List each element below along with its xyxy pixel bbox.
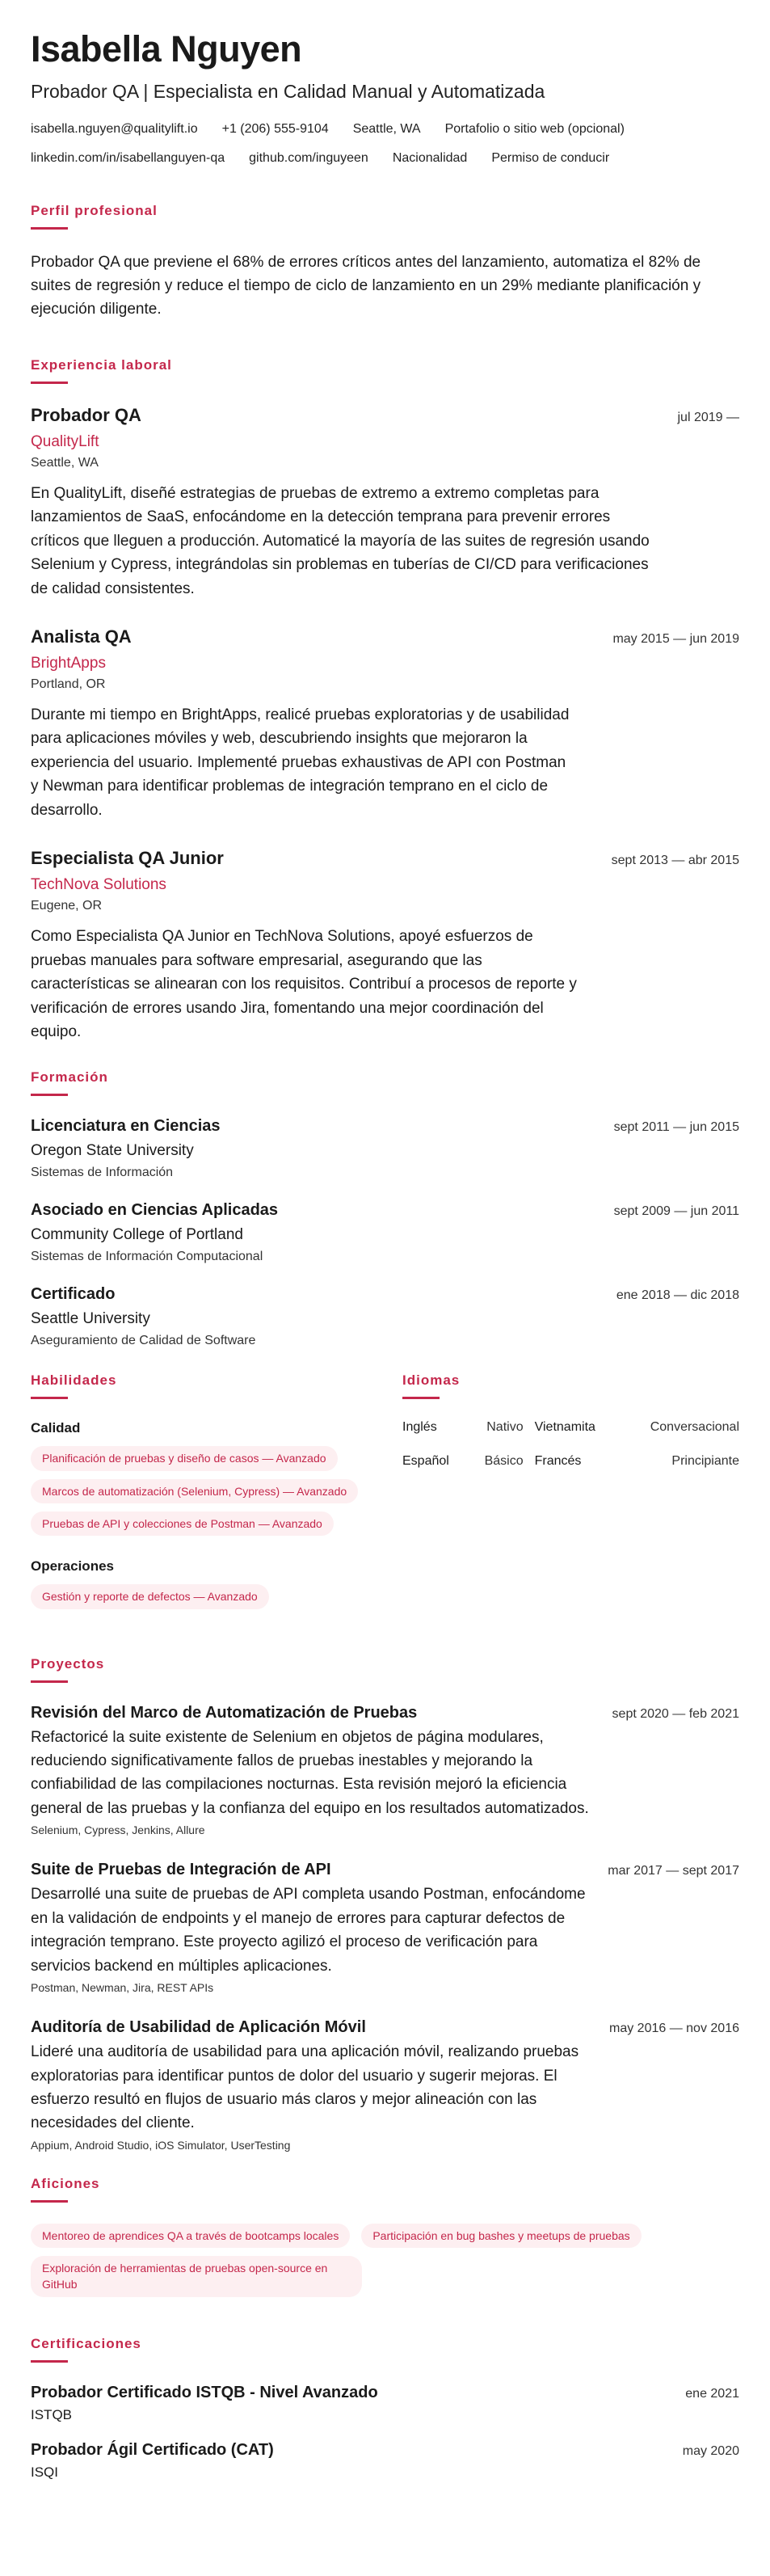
education-entry	[31, 1117, 739, 1180]
language-level: Nativo	[486, 1420, 524, 1435]
skill-tag: Marcos de automatización (Selenium, Cypress) — Avanzado	[31, 1479, 358, 1503]
languages-table	[402, 1420, 739, 1488]
project-date: mar 2017 — sept 2017	[608, 1864, 739, 1878]
section-heading: Formación	[31, 1069, 108, 1086]
contact-linkedin[interactable]: linkedin.com/in/isabellanguyen-qa	[31, 150, 225, 165]
job-description: En QualityLift, diseñé estrategias de pruebas de extremo a extremo completas para lanzamientos de SaaS, enfocándome en la detección temprana para prevenir errores críticos que lleguen a producción. Automaticé la mayoría de las suites de regresión usando Selenium y Cypress, integrándolas sin problemas en tuberías de CI/CD para verificaciones de calidad consistentes.	[31, 484, 650, 597]
candidate-title: Probador QA | Especialista en Calidad Manual y Automatizada	[31, 80, 545, 102]
hobby-tag: Exploración de herramientas de pruebas open-source en GitHub	[31, 2256, 362, 2297]
education-degree: Certificado	[31, 1285, 116, 1304]
education-date: ene 2018 — dic 2018	[616, 1288, 739, 1303]
certification-entry	[31, 2441, 739, 2481]
education-date: sept 2011 — jun 2015	[613, 1120, 739, 1135]
project-date: may 2016 — nov 2016	[609, 2022, 739, 2036]
education-field: Aseguramiento de Calidad de Software	[31, 1334, 256, 1348]
job-company: TechNova Solutions	[31, 876, 166, 894]
skill-tag: Gestión y reporte de defectos — Avanzado	[31, 1584, 269, 1608]
language-level: Básico	[484, 1454, 524, 1469]
contact-driving-license: Permiso de conducir	[491, 150, 610, 165]
profile-section	[31, 203, 739, 322]
section-divider	[402, 1397, 440, 1399]
language-name: Inglés	[402, 1420, 437, 1435]
skill-group	[31, 1558, 402, 1617]
job-date: sept 2013 — abr 2015	[611, 854, 739, 868]
job-date: jul 2019 —	[677, 410, 739, 424]
certification-entry	[31, 2384, 739, 2423]
education-school: Oregon State University	[31, 1142, 194, 1160]
certification-issuer: ISQI	[31, 2464, 59, 2480]
language-name: Vietnamita	[534, 1420, 595, 1435]
job-company: QualityLift	[31, 432, 99, 450]
skills-section	[31, 1372, 402, 1631]
education-entry	[31, 1201, 739, 1264]
section-divider	[31, 2200, 68, 2203]
languages-section	[402, 1372, 739, 1631]
contact-portfolio[interactable]: Portafolio o sitio web (opcional)	[444, 121, 625, 136]
education-field: Sistemas de Información Computacional	[31, 1250, 263, 1264]
job-title: Probador QA	[31, 404, 141, 425]
project-technologies: Appium, Android Studio, iOS Simulator, UserTesting	[31, 2138, 291, 2152]
hobby-list	[31, 2224, 739, 2305]
job-entry	[31, 626, 739, 822]
section-divider	[31, 227, 68, 230]
job-title: Especialista QA Junior	[31, 848, 224, 869]
section-heading: Habilidades	[31, 1372, 117, 1389]
job-location: Eugene, OR	[31, 899, 103, 913]
job-company: BrightApps	[31, 655, 106, 672]
resume-header	[31, 29, 739, 167]
project-description: Lideré una auditoría de usabilidad para una aplicación móvil, realizando pruebas exploratorias para identificar puntos de dolor del usuario y sugerir mejoras. El esfuerzo resultó en flujos de usuario más claros y mejor alineación con las necesidades del cliente.	[31, 2043, 579, 2132]
education-school: Community College of Portland	[31, 1226, 243, 1244]
skill-group	[31, 1420, 402, 1544]
language-name: Español	[402, 1454, 449, 1469]
project-title: Auditoría de Usabilidad de Aplicación Móvil	[31, 2018, 366, 2037]
project-entry	[31, 1704, 739, 1837]
contact-list	[31, 120, 734, 167]
job-entry	[31, 405, 739, 601]
section-divider	[31, 1094, 68, 1096]
job-entry	[31, 848, 739, 1043]
contact-email[interactable]: isabella.nguyen@qualitylift.io	[31, 121, 198, 136]
contact-github[interactable]: github.com/inguyeen	[249, 150, 368, 165]
certification-date: ene 2021	[685, 2386, 739, 2401]
education-school: Seattle University	[31, 1310, 150, 1328]
project-date: sept 2020 — feb 2021	[612, 1706, 739, 1721]
job-description: Durante mi tiempo en BrightApps, realicé pruebas exploratorias y de usabilidad para aplicaciones móviles y web, descubriendo insights que mejoraron la experiencia del usuario. Implementé pruebas exhaustivas de API con Postman y Newman para identificar problemas de integración temprano en el ciclo de desarrollo.	[31, 706, 570, 819]
certifications-section	[31, 2336, 739, 2481]
section-divider	[31, 2360, 68, 2363]
certification-date: may 2020	[682, 2443, 739, 2458]
education-degree: Asociado en Ciencias Aplicadas	[31, 1201, 279, 1220]
language-name: Francés	[534, 1454, 582, 1469]
skills-languages-row	[31, 1372, 739, 1631]
hobby-tag: Mentoreo de aprendices QA a través de bootcamps locales	[31, 2224, 350, 2248]
project-title: Suite de Pruebas de Integración de API	[31, 1861, 331, 1879]
language-row	[402, 1454, 739, 1488]
project-technologies: Postman, Newman, Jira, REST APIs	[31, 1981, 214, 1995]
project-technologies: Selenium, Cypress, Jenkins, Allure	[31, 1823, 205, 1837]
skill-group-title: Operaciones	[31, 1558, 114, 1575]
section-heading: Aficiones	[31, 2175, 100, 2191]
certification-title: Probador Certificado ISTQB - Nivel Avanzado	[31, 2383, 378, 2401]
profile-summary: Probador QA que previene el 68% de errores críticos antes del lanzamiento, automatiza el 82% de suites de regresión y reduce el tiempo de ciclo de lanzamiento en un 29% mediante planificación y ejecución diligente.	[31, 253, 701, 318]
project-entry	[31, 2018, 739, 2152]
certification-title: Probador Ágil Certificado (CAT)	[31, 2440, 274, 2459]
skill-group-title: Calidad	[31, 1420, 81, 1436]
project-entry	[31, 1861, 739, 1994]
hobby-tag: Participación en bug bashes y meetups de pruebas	[361, 2224, 641, 2248]
hobbies-section	[31, 2176, 739, 2305]
language-level: Conversacional	[650, 1420, 739, 1435]
language-row	[402, 1420, 739, 1454]
section-heading: Experiencia laboral	[31, 356, 172, 373]
skill-tag: Pruebas de API y colecciones de Postman — Avanzado	[31, 1511, 334, 1536]
project-description: Desarrollé una suite de pruebas de API completa usando Postman, enfocándome en la validación de endpoints y el manejo de errores para capturar defectos de integración temprano. Este proyecto agilizó el proceso de verificación para servicios backend en múltiples aplicaciones.	[31, 1886, 586, 1975]
education-degree: Licenciatura en Ciencias	[31, 1117, 221, 1136]
education-date: sept 2009 — jun 2011	[613, 1204, 739, 1219]
skill-tag: Planificación de pruebas y diseño de casos — Avanzado	[31, 1446, 338, 1470]
job-date: may 2015 — jun 2019	[612, 632, 739, 646]
language-level: Principiante	[671, 1454, 739, 1469]
education-field: Sistemas de Información	[31, 1166, 174, 1180]
projects-section	[31, 1656, 739, 2152]
education-section	[31, 1069, 739, 1348]
job-title: Analista QA	[31, 626, 132, 647]
section-heading: Proyectos	[31, 1655, 105, 1672]
contact-nationality: Nacionalidad	[392, 150, 468, 165]
certification-issuer: ISTQB	[31, 2406, 73, 2422]
education-entry	[31, 1285, 739, 1348]
job-location: Portland, OR	[31, 677, 106, 691]
contact-location: Seattle, WA	[352, 121, 421, 136]
section-heading: Idiomas	[402, 1372, 461, 1389]
experience-section	[31, 357, 739, 1044]
job-location: Seattle, WA	[31, 455, 99, 470]
candidate-name: Isabella Nguyen	[31, 28, 302, 70]
project-title: Revisión del Marco de Automatización de Pruebas	[31, 1703, 418, 1722]
section-heading: Perfil profesional	[31, 202, 158, 218]
contact-phone[interactable]: +1 (206) 555-9104	[221, 121, 329, 136]
job-description: Como Especialista QA Junior en TechNova Solutions, apoyé esfuerzos de pruebas manuales para software empresarial, asegurando que las características se alinearan con los requisitos. Contribuí a procesos de reporte y verificación de errores usando Jira, fomentando una mejor coordinación del equipo.	[31, 928, 577, 1040]
section-divider	[31, 1397, 68, 1399]
section-divider	[31, 382, 68, 384]
section-divider	[31, 1680, 68, 1683]
project-description: Refactoricé la suite existente de Selenium en objetos de página modulares, reduciendo significativamente fallos de pruebas inestables y mejorando la confiabilidad de las compilaciones nocturnas. Esta revisión mejoró la eficiencia general de las pruebas y la confianza del equipo en los resultados automatizados.	[31, 1728, 589, 1817]
section-heading: Certificaciones	[31, 2335, 141, 2351]
